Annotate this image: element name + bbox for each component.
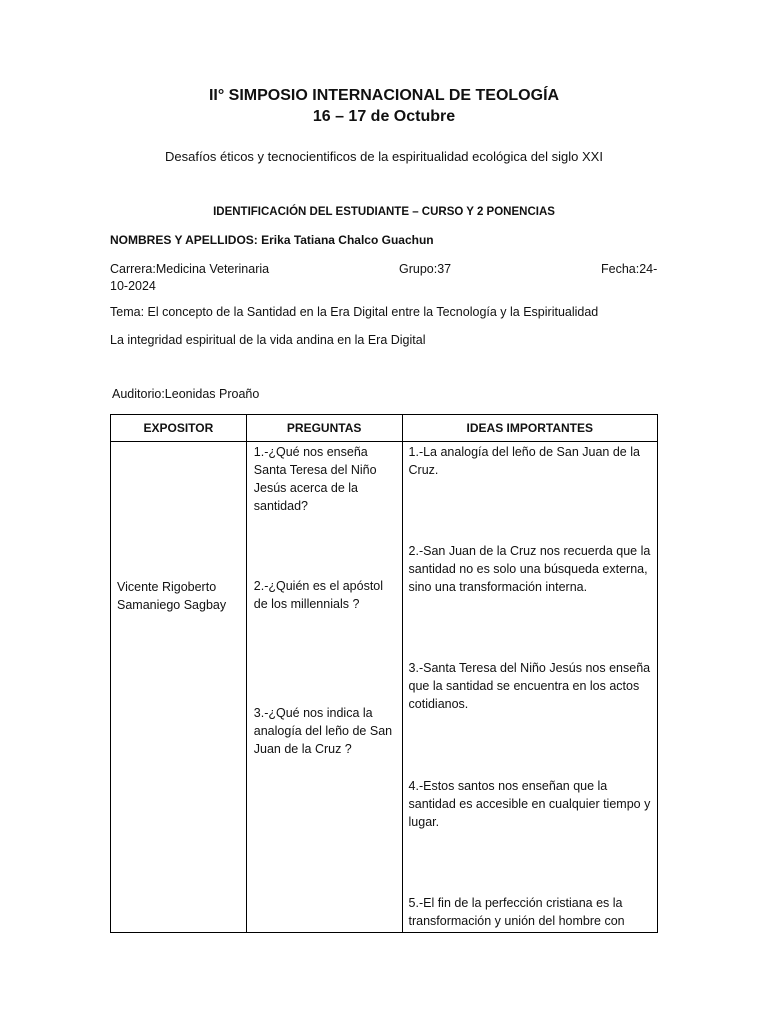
- symposium-title: II° SIMPOSIO INTERNACIONAL DE TEOLOGÍA: [208, 87, 560, 104]
- symposium-dates: 16 – 17 de Octubre: [312, 108, 456, 125]
- idea-4: 4.-Estos santos nos enseñan que la santidad es accesible en cualquier tiempo y lugar.: [408, 779, 651, 829]
- fecha-continuation: 10-2024: [110, 279, 156, 293]
- idea-5: 5.-El fin de la perfección cristiana es la transformación y unión del hombre con: [408, 896, 625, 928]
- section-heading: IDENTIFICACIÓN DEL ESTUDIANTE – CURSO Y 2 PONENCIAS: [213, 206, 555, 218]
- auditorio-text: Auditorio:Leonidas Proaño: [112, 387, 260, 401]
- idea-1: 1.-La analogía del leño de San Juan de la Cruz.: [408, 445, 640, 477]
- carrera-text: Carrera:Medicina Veterinaria: [110, 262, 270, 276]
- fecha-text: Fecha:24-: [601, 262, 658, 276]
- expositor-name: Vicente Rigoberto Samaniego Sagbay: [117, 580, 227, 612]
- header-ideas: IDEAS IMPORTANTES: [402, 415, 657, 442]
- pregunta-3: 3.-¿Qué nos indica la analogía del leño de San Juan de la Cruz ?: [253, 706, 393, 756]
- tema-secondary-text: La integridad espiritual de la vida andina en la Era Digital: [110, 333, 426, 347]
- idea-2: 2.-San Juan de la Cruz nos recuerda que la santidad no es solo una búsqueda externa, sino una transformación interna.: [408, 544, 651, 594]
- ideas-cell: [402, 442, 657, 933]
- pregunta-2: 2.-¿Quién es el apóstol de los millennials ?: [253, 579, 384, 611]
- preguntas-cell: [246, 442, 402, 933]
- tema-text: Tema: El concepto de la Santidad en la Era Digital entre la Tecnología y la Espiritualidad: [110, 305, 599, 319]
- header-preguntas: PREGUNTAS: [246, 415, 402, 442]
- student-name: NOMBRES Y APELLIDOS: Erika Tatiana Chalco Guachun: [110, 233, 434, 247]
- ponencias-table: [110, 414, 658, 933]
- header-expositor: EXPOSITOR: [111, 415, 247, 442]
- table-row: [111, 442, 658, 933]
- expositor-cell: [111, 442, 247, 933]
- idea-3: 3.-Santa Teresa del Niño Jesús nos enseña que la santidad se encuentra en los actos cotidianos.: [408, 661, 651, 711]
- symposium-subtitle: Desafíos éticos y tecnocientificos de la espiritualidad ecológica del siglo XXI: [165, 149, 603, 164]
- pregunta-1: 1.-¿Qué nos enseña Santa Teresa del Niño Jesús acerca de la santidad?: [253, 445, 377, 513]
- table-header-row: [111, 415, 658, 442]
- grupo-text: Grupo:37: [399, 262, 452, 276]
